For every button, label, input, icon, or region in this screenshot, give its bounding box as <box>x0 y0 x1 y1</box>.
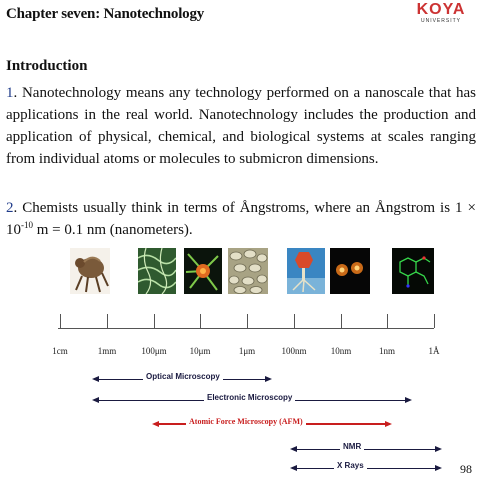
scale-thumbnails <box>0 248 480 300</box>
bacteria-image <box>228 248 268 294</box>
scale-tick <box>341 314 342 328</box>
page-title: Chapter seven: Nanotechnology <box>6 6 205 22</box>
scale-tick-label: 1μm <box>238 346 256 356</box>
logo-mark: KOYA <box>416 1 466 18</box>
scale-tick <box>247 314 248 328</box>
nmr-range <box>290 442 442 456</box>
afm-range <box>152 417 392 431</box>
paragraph-1 <box>6 82 476 170</box>
quantum-dots-image <box>330 248 370 294</box>
paragraph-2 <box>6 197 476 241</box>
flea-image <box>70 248 110 294</box>
electronic-microscopy-range <box>92 393 412 407</box>
neuron-image <box>184 248 222 294</box>
electronic-microscopy-label: Electronic Microscopy <box>204 393 295 402</box>
paragraph-1-text: . Nanotechnology means any technology performed on a nanoscale that has applications in the real world. Nanotechnology includes the production and application of physical, chemical, and biological systems at scales ranging from individual atoms or molecules to submicron dimensions. <box>6 85 476 167</box>
section-heading: Introduction <box>6 58 88 74</box>
logo-subtext: UNIVERSITY <box>420 18 461 24</box>
right-arrow-icon <box>385 421 392 427</box>
right-arrow-icon <box>405 397 412 403</box>
scale-tick-label: 1cm <box>52 346 68 356</box>
optical-microscopy-label: Optical Microscopy <box>143 372 223 381</box>
cells-image <box>138 248 176 294</box>
university-logo <box>410 2 472 26</box>
scale-tick <box>294 314 295 328</box>
scale-tick-label: 10nm <box>330 346 352 356</box>
scale-tick-label: 100nm <box>281 346 307 356</box>
right-arrow-icon <box>435 465 442 471</box>
exponent: -10 <box>21 220 33 230</box>
paragraph-2-text-b: m = 0.1 nm (nanometers). <box>33 222 193 238</box>
virus-image <box>287 248 325 294</box>
molecule-image <box>392 248 434 294</box>
paragraph-1-number: 1 <box>6 85 14 101</box>
scale-tick <box>60 314 61 328</box>
scale-tick-label: 1Å <box>428 346 440 356</box>
range-line <box>296 449 436 450</box>
afm-label: Atomic Force Microscopy (AFM) <box>186 417 306 426</box>
right-arrow-icon <box>265 376 272 382</box>
scale-tick <box>154 314 155 328</box>
scale-tick-label: 1mm <box>97 346 117 356</box>
scale-tick-label: 100μm <box>141 346 167 356</box>
page-number: 98 <box>460 462 472 476</box>
paragraph-2-number: 2 <box>6 200 14 216</box>
right-arrow-icon <box>435 446 442 452</box>
scale-tick <box>200 314 201 328</box>
optical-microscopy-range <box>92 372 272 386</box>
scale-tick-label: 1nm <box>378 346 396 356</box>
scale-tick <box>387 314 388 328</box>
xrays-label: X Rays <box>334 461 367 470</box>
scale-tick <box>434 314 435 328</box>
scale-tick <box>107 314 108 328</box>
scale-axis-line <box>58 328 434 329</box>
scale-tick-label: 10μm <box>189 346 211 356</box>
nmr-label: NMR <box>340 442 364 451</box>
paragraph-2-text-a: . Chemists usually think in terms of Ångstroms, where an Ångstrom is 1 × 10 <box>6 200 476 238</box>
xrays-range <box>290 461 442 475</box>
